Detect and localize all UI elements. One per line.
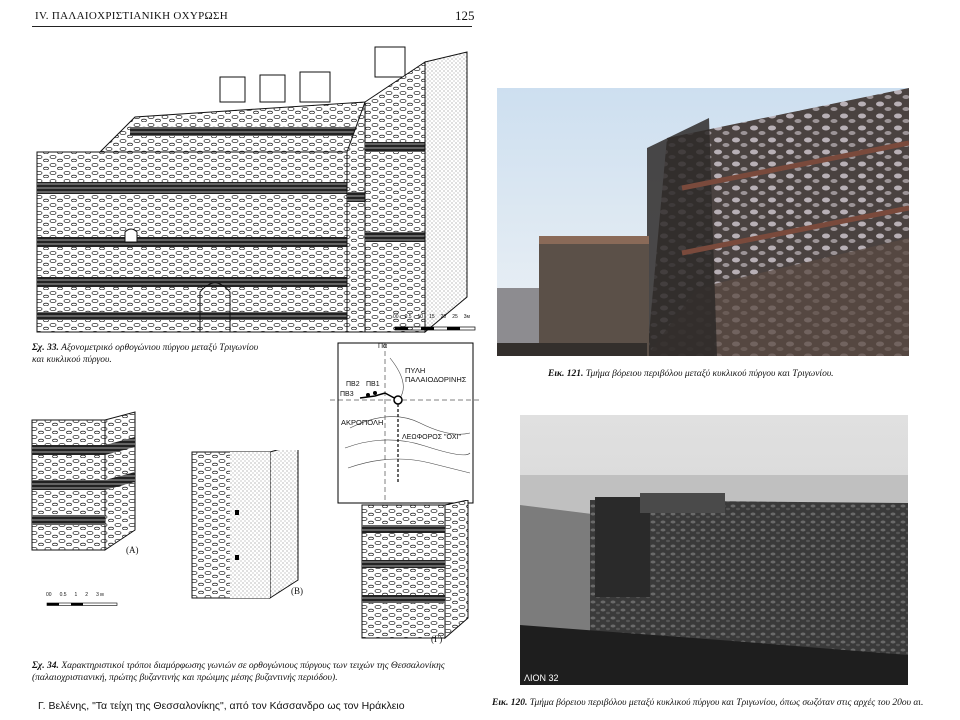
fig33-caption (32, 342, 332, 366)
chapter-title: IV. ΠΑΛΑΙΟΧΡΙΣΤΙΑΝΙΚΗ ΟΧΥΡΩΣΗ (35, 10, 228, 22)
fig34-caption-line2: (παλαιοχριστιανική, πρώτης βυζαντινής και πρώιμης μέσης βυζαντινής περιόδου). (32, 673, 338, 683)
scale-tick: 20 (440, 314, 447, 320)
variant-a-label: (Α) (126, 545, 139, 555)
scale-tick: 1 (74, 592, 78, 598)
scale-tick: 10 (417, 314, 424, 320)
source-credit: Γ. Βελένης, "Τα τείχη της Θεσσαλονίκης", από τον Κάσσανδρο ως τον Ηράκλειο (38, 700, 405, 712)
photo-north-wall-historic (520, 415, 908, 685)
map-north-label: Πα (378, 343, 388, 350)
scale-tick: 0.5 (404, 314, 412, 320)
map-pv3-label: ΠΒ3 (340, 391, 354, 398)
page-number: 125 (455, 8, 475, 23)
scale-tick: 25 (452, 314, 458, 320)
scale-tick: 3м (463, 314, 470, 320)
scale-bar-fig33 (393, 318, 483, 334)
corner-drawing-b (190, 450, 302, 600)
map-gate-label (405, 366, 466, 384)
map-avenue-label: ΛΕΩΦΟΡΟΣ "ΟΧΙ" (402, 434, 462, 441)
photo-mark: ΛΙΟΝ 32 (524, 673, 559, 683)
scale-tick: 15 (429, 314, 435, 320)
map-acropolis-label: ΑΚΡΟΠΟΛΗ (341, 418, 384, 427)
scale-tick: 00 (393, 314, 399, 320)
fig120-caption (492, 697, 923, 709)
axonometric-tower-drawing (35, 42, 470, 334)
scale-bar-fig34 (45, 598, 125, 610)
map-gate-line1: ΠΥΛΗ (405, 366, 426, 375)
map-pv1-label: ΠΒ1 (366, 381, 380, 388)
fig34-caption-line1: Χαρακτηριστικοί τρόποι διαμόρφωσης γωνιών σε ορθογώνιους πύργους των τειχών της Θεσσαλονίκης (61, 661, 445, 671)
fig120-caption-text: Τμήμα βόρειου περιβόλου μεταξύ κυκλικού πύργου και Τριγωνίου, όπως σωζόταν στις αρχές του 20ου αι. (529, 698, 924, 708)
corner-drawing-a (30, 410, 140, 555)
photo-north-wall-color (497, 88, 909, 356)
scale-bar-fig33-labels (393, 314, 470, 320)
fig33-caption-line2: και κυκλικού πύργου. (32, 355, 112, 365)
fig121-caption (548, 368, 834, 380)
fig33-label: Σχ. 33. (32, 343, 59, 353)
scale-bar-fig34-labels (46, 592, 104, 598)
map-gate-line2: ΠΑΛΑΙΟΔΟΡΙΝΗΣ (405, 375, 467, 384)
fig121-label: Εικ. 121. (548, 369, 584, 379)
variant-c-label: (Γ) (431, 634, 443, 644)
fig121-caption-text: Τμήμα βόρειου περιβόλου μεταξύ κυκλικού πύργου και Τριγωνίου. (585, 369, 834, 379)
corner-drawing-c (360, 500, 472, 640)
scale-tick: 0.5 (59, 592, 67, 598)
map-pv2-label: ΠΒ2 (346, 381, 360, 388)
fig34-label: Σχ. 34. (32, 661, 59, 671)
variant-b-label: (Β) (291, 586, 303, 596)
scale-tick: 00 (46, 592, 52, 598)
scale-tick: 3 м (96, 592, 104, 598)
header-rule (32, 26, 472, 27)
fig34-caption (32, 660, 487, 684)
scale-tick: 2 (85, 592, 89, 598)
fig33-caption-line1: Αξονομετρικό ορθογώνιου πύργου μεταξύ Τριγωνίου (61, 343, 259, 353)
fig120-label: Εικ. 120. (492, 698, 528, 708)
